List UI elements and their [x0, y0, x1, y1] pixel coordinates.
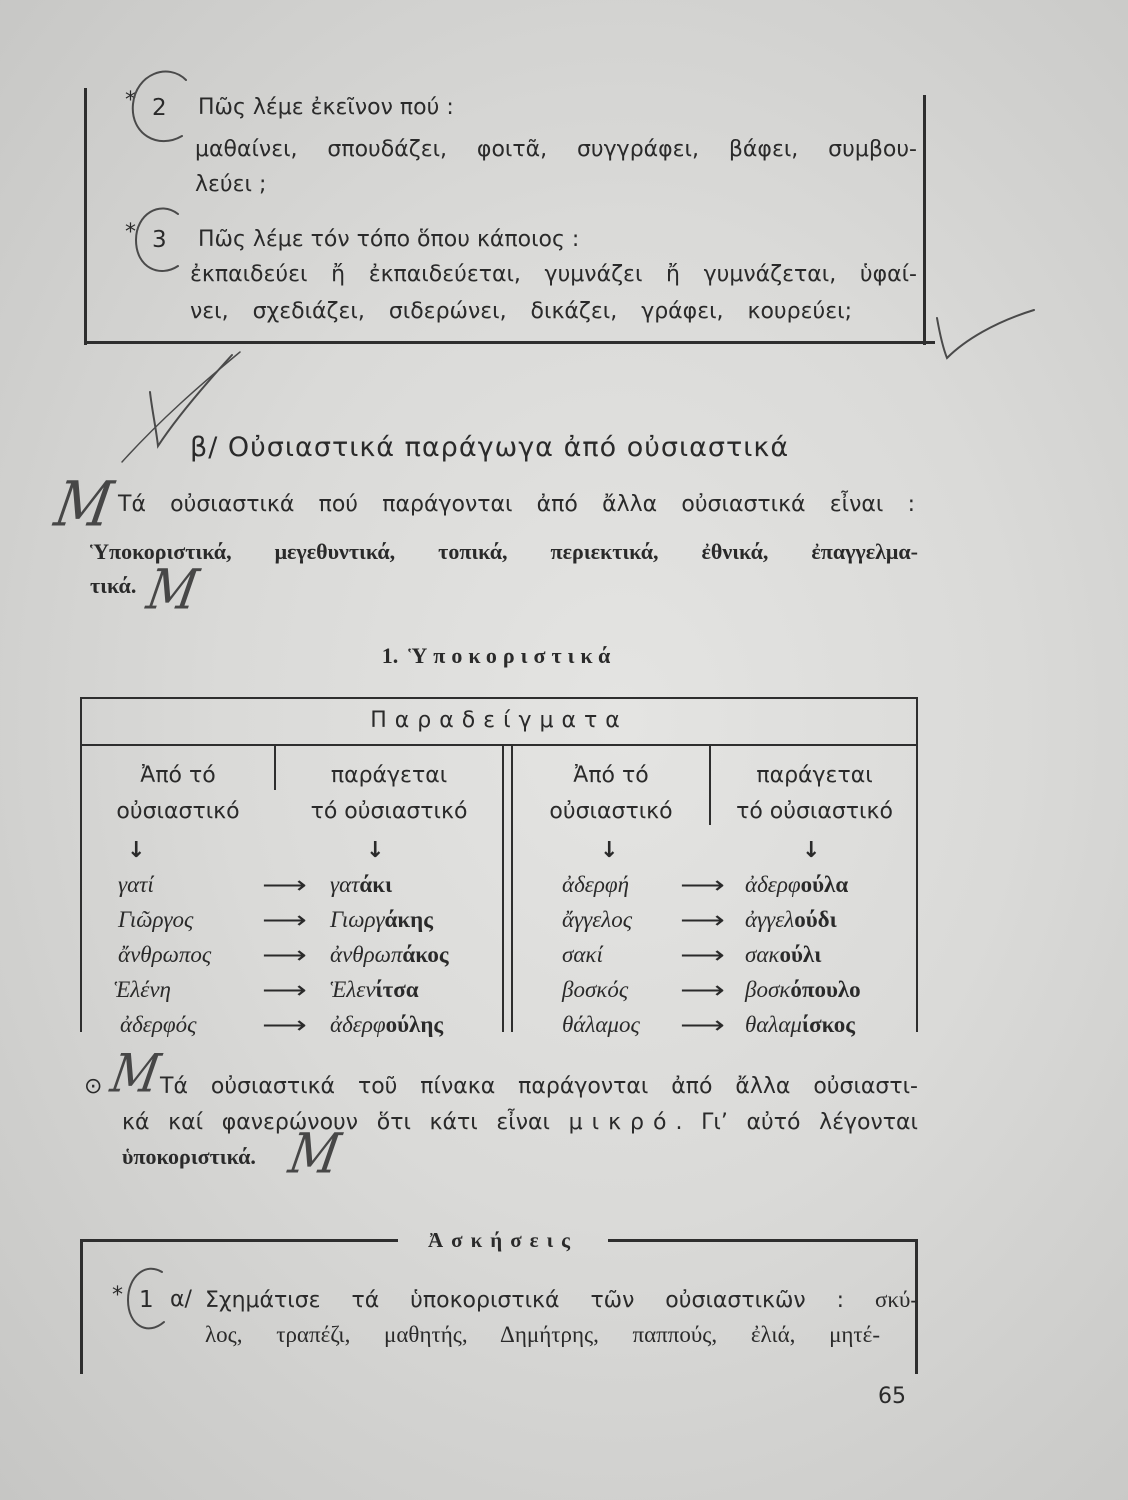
derived-noun — [745, 940, 821, 970]
derivation-arrow-icon: ⟶ — [680, 871, 725, 899]
page-number: 65 — [878, 1384, 906, 1409]
table-row — [0, 870, 1128, 900]
derivation-arrow-icon: ⟶ — [262, 941, 307, 969]
derived-stem: γατ — [330, 872, 360, 897]
derived-noun — [330, 940, 449, 970]
exercise-words: μαθαίνει, σπουδάζει, φοιτᾶ, συγγράφει, βάφει, συμβου- — [195, 137, 917, 162]
table-row — [0, 940, 1128, 970]
derived-stem: Ἑλεν — [330, 977, 376, 1002]
check-mark-icon — [937, 310, 1034, 358]
source-noun: Ἑλένη — [114, 977, 171, 1002]
diminutive-suffix: άκι — [359, 872, 393, 897]
exercise-star: * — [125, 88, 136, 113]
explanation-text: . Γι’ αὐτό λέγονται — [675, 1110, 918, 1135]
diminutive-suffix: άκος — [402, 942, 449, 967]
diminutive-suffix: ούλα — [800, 872, 849, 897]
source-noun: γατί — [118, 872, 154, 897]
derivation-arrow-icon: ⟶ — [262, 976, 307, 1004]
categories-list: Ὑποκοριστικά, μεγεθυντικά, τοπικά, περιεκτικά, ἐθνικά, ἐπαγγελμα- — [90, 539, 918, 564]
table-header-divider — [80, 744, 918, 746]
section-heading: β/ Οὐσιαστικά παράγωγα ἀπό οὐσιαστικά — [190, 432, 790, 463]
explanation-text: κά καί φανερώνουν ὅτι κάτι εἶναι — [122, 1110, 550, 1135]
derived-noun — [745, 1010, 855, 1040]
table-row — [0, 1010, 1128, 1040]
down-arrow-icon: ↓ — [802, 838, 821, 863]
categories-list-end: τικά. — [90, 573, 137, 598]
column-header-line: τό οὐσιαστικό — [310, 799, 468, 824]
subsection-title — [80, 641, 918, 671]
exercise-number: 3 — [152, 227, 167, 253]
derivation-arrow-icon: ⟶ — [262, 871, 307, 899]
note-bullet-icon: ⊙ — [84, 1074, 103, 1099]
exercise-part: α/ — [170, 1287, 192, 1312]
column-header-derived — [711, 758, 918, 830]
source-noun: ἄνθρωπος — [118, 942, 212, 967]
explanation-term: ὑποκοριστικά. — [122, 1144, 256, 1169]
down-arrow-icon: ↓ — [366, 838, 385, 863]
derived-stem: ἀδερφ — [330, 1012, 386, 1037]
exercise-words: λεύει ; — [195, 172, 267, 197]
table-caption: Παραδείγματα — [370, 708, 628, 733]
exercise-number: 2 — [152, 95, 167, 121]
derived-noun — [330, 870, 392, 900]
explanation-line: Τά οὐσιαστικά τοῦ πίνακα παράγονται ἀπό ἄλλα οὐσιαστι- — [160, 1074, 918, 1099]
derived-noun — [745, 870, 848, 900]
handwritten-mark: Μ — [49, 468, 118, 541]
column-header-line: οὐσιαστικό — [549, 799, 673, 824]
exercise-star: * — [112, 1283, 123, 1308]
box-right-border — [923, 95, 926, 345]
exercise-prompt: Πῶς λέμε ἐκεῖνον πού : — [198, 95, 454, 120]
column-header-line: τό οὐσιαστικό — [736, 799, 893, 824]
handwritten-mark: Μ — [106, 1041, 165, 1105]
derived-noun — [330, 975, 419, 1005]
exercise-words: ἐκπαιδεύει ἤ ἐκπαιδεύεται, γυμνάζει ἤ γυμνάζεται, ὑφαί- — [190, 262, 917, 287]
derivation-arrow-icon: ⟶ — [680, 906, 725, 934]
subsection-name: Ὑποκοριστικά — [408, 643, 617, 668]
box-left-border — [80, 1239, 83, 1374]
source-noun: ἀδερφή — [562, 872, 630, 897]
exercises-title: Ἀσκήσεις — [428, 1228, 578, 1252]
column-header-line: παράγεται — [330, 763, 448, 788]
derived-noun — [745, 975, 861, 1005]
box-top-border — [608, 1239, 918, 1242]
derived-noun — [330, 905, 433, 935]
exercise-prompt: Πῶς λέμε τόν τόπο ὅπου κάποιος : — [198, 227, 580, 252]
source-noun: ἄγγελος — [562, 907, 633, 932]
diminutive-suffix: άκης — [384, 907, 433, 932]
exercise-words: νει, σχεδιάζει, σιδερώνει, δικάζει, γράφει, κουρεύει; — [190, 299, 852, 324]
handwritten-mark: Μ — [284, 1121, 345, 1187]
derived-stem: σακ — [745, 942, 780, 967]
diminutive-suffix: όπουλο — [790, 977, 861, 1002]
source-noun: ἀδερφός — [120, 1012, 197, 1037]
exercise-words: σκύ- — [874, 1287, 918, 1312]
exercise-instruction-line — [205, 1285, 918, 1316]
derivation-arrow-icon: ⟶ — [262, 906, 307, 934]
emphasized-word: μικρό — [568, 1110, 676, 1135]
exercise-star: * — [125, 220, 136, 245]
subsection-number: 1. — [381, 643, 399, 668]
handwritten-mark: Μ — [142, 557, 203, 623]
diminutive-suffix: ίσκος — [801, 1012, 855, 1037]
source-noun: βοσκός — [562, 977, 629, 1002]
exercise-number: 1 — [139, 1287, 154, 1313]
down-arrow-icon: ↓ — [127, 838, 146, 863]
table-row — [0, 905, 1128, 935]
diminutive-suffix: ούλι — [779, 942, 822, 967]
source-noun: σακί — [562, 942, 603, 967]
derivation-arrow-icon: ⟶ — [680, 1011, 725, 1039]
exercise-words: λος, τραπέζι, μαθητής, Δημήτρης, παππούς, ἐλιά, μητέ- — [205, 1322, 880, 1347]
diminutive-suffix: ούλης — [385, 1012, 444, 1037]
box-bottom-border — [84, 341, 935, 344]
derived-stem: ἀνθρωπ — [330, 942, 403, 967]
derivation-arrow-icon: ⟶ — [262, 1011, 307, 1039]
column-header-source — [513, 758, 709, 830]
derived-stem: θαλαμ — [745, 1012, 802, 1037]
down-arrow-icon: ↓ — [600, 838, 619, 863]
exercise-instruction: Σχημάτισε τά ὑποκοριστικά τῶν οὐσιαστικῶν : — [205, 1288, 845, 1313]
derived-stem: ἀδερφ — [745, 872, 801, 897]
explanation-line — [122, 1108, 918, 1138]
derivation-arrow-icon: ⟶ — [680, 941, 725, 969]
column-header-line: Ἀπό τό — [140, 763, 216, 788]
column-header-line: παράγεται — [756, 763, 873, 788]
column-header-line: οὐσιαστικό — [116, 799, 240, 824]
box-left-border — [84, 88, 87, 345]
source-noun: Γιῶργος — [118, 907, 194, 932]
column-header-line: Ἀπό τό — [573, 763, 649, 788]
source-noun: θάλαμος — [562, 1012, 640, 1037]
derived-stem: ἀγγελ — [745, 907, 795, 932]
section-intro: Τά οὐσιαστικά πού παράγονται ἀπό ἄλλα οὐσιαστικά εἶναι : — [118, 492, 915, 517]
derived-stem: βοσκ — [745, 977, 791, 1002]
table-row — [0, 975, 1128, 1005]
derived-noun — [745, 905, 837, 935]
column-header-source — [82, 758, 274, 830]
diminutive-suffix: ούδι — [794, 907, 837, 932]
derived-stem: Γιωργ — [330, 907, 385, 932]
box-top-border — [80, 1239, 398, 1242]
diminutive-suffix: ίτσα — [375, 977, 419, 1002]
derived-noun — [330, 1010, 443, 1040]
derivation-arrow-icon: ⟶ — [680, 976, 725, 1004]
column-header-derived — [276, 758, 502, 830]
